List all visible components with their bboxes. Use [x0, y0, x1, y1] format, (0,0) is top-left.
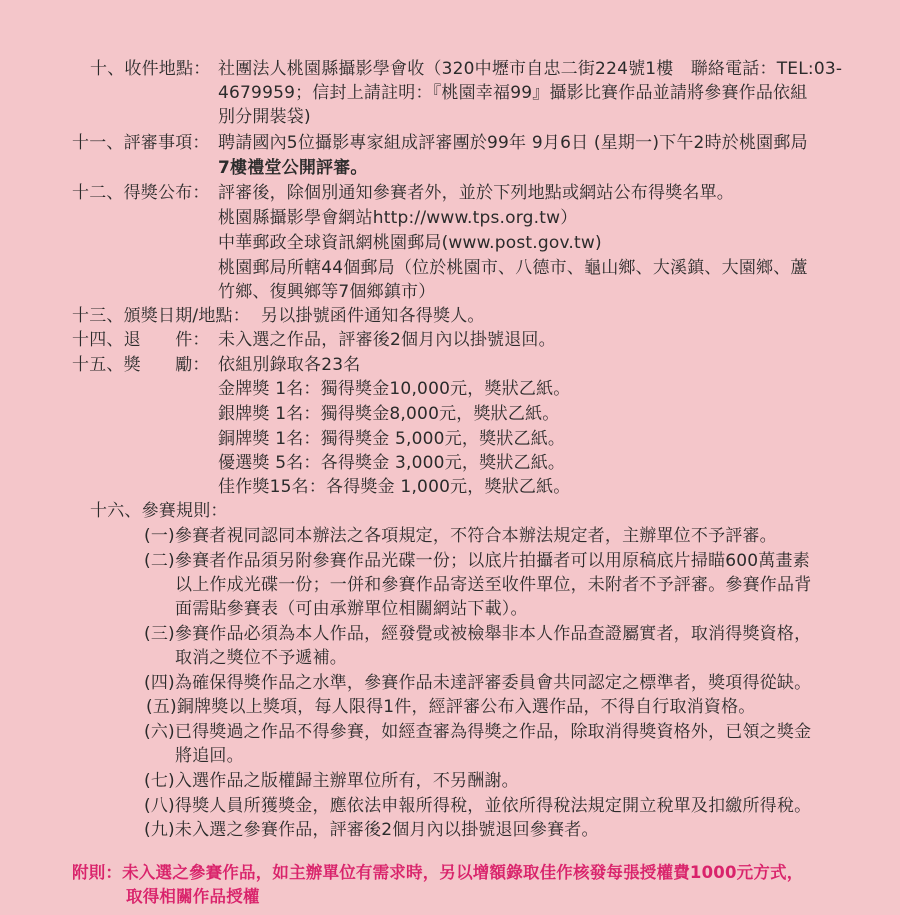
section-12-line-2: 桃園縣攝影學會網站http://www.tps.org.tw）	[218, 208, 578, 228]
section-10-line-3: 別分開裝袋)	[218, 107, 311, 127]
rule-1: (一)參賽者視同認同本辦法之各項規定，不符合本辦法規定者，主辦單位不予評審。	[144, 526, 777, 546]
rule-8: (八)得獎人員所獲獎金，應依法申報所得稅，並依所得稅法規定開立稅單及扣繳所得稅。	[144, 796, 812, 816]
rule-6-line-1: (六)已得獎過之作品不得參賽，如經查審為得獎之作品，除取消得獎資格外，已領之獎金	[144, 722, 812, 742]
award-honorable: 佳作獎15名：各得獎金 1,000元，獎狀乙紙。	[218, 477, 571, 497]
rule-7: (七)入選作品之版權歸主辦單位所有，不另酬謝。	[144, 771, 519, 791]
section-14-label: 十四、退 件：	[72, 330, 210, 350]
rule-2-line-1: (二)參賽者作品須另附參賽作品光碟一份；以底片拍攝者可以用原稿底片掃瞄600萬畫素	[144, 551, 810, 571]
rule-3-line-1: (三)參賽作品必須為本人作品，經發覺或被檢舉非本人作品查證屬實者，取消得獎資格，	[144, 624, 812, 644]
section-10-line-1: 社團法人桃園縣攝影學會收（320中壢市自忠二街224號1樓 聯絡電話：TEL:03-	[218, 59, 843, 79]
award-bronze: 銅牌獎 1名：獨得獎金 5,000元，獎狀乙紙。	[218, 429, 566, 449]
rule-4: (四)為確保得獎作品之水準，參賽作品未達評審委員會共同認定之標準者，獎項得從缺。	[144, 673, 812, 693]
section-15-label: 十五、獎 勵：	[72, 355, 210, 375]
section-12-label: 十二、得獎公布：	[72, 183, 210, 203]
rule-2-line-3: 面需貼參賽表（可由承辦單位相關網站下載）。	[175, 599, 528, 619]
section-12-line-1: 評審後，除個別通知參賽者外，並於下列地點或網站公布得獎名單。	[218, 183, 734, 203]
section-10-line-2: 4679959；信封上請註明：『桃園幸福99』攝影比賽作品並請將參賽作品依組	[218, 83, 808, 103]
section-11-label: 十一、評審事項：	[72, 133, 210, 153]
section-14-text: 未入選之作品，評審後2個月內以掛號退回。	[218, 330, 556, 350]
section-12-line-3: 中華郵政全球資訊網桃園郵局(www.post.gov.tw)	[218, 233, 602, 253]
section-11-line-1: 聘請國內5位攝影專家組成評審團於99年 9月6日 (星期一)下午2時於桃園郵局	[218, 133, 808, 153]
section-16-label: 十六、參賽規則：	[90, 501, 228, 521]
rule-2-line-2: 以上作成光碟一份；一併和參賽作品寄送至收件單位，未附者不予評審。參賽作品背	[175, 575, 812, 595]
appendix-note-line-1: 附則：未入選之參賽作品，如主辦單位有需求時，另以增額錄取佳作核發每張授權費1000元方式，	[72, 863, 804, 882]
award-silver: 銀牌獎 1名：獨得獎金8,000元，獎狀乙紙。	[218, 404, 560, 424]
appendix-note-line-2: 取得相關作品授權	[126, 887, 260, 906]
section-11-line-2: 7樓禮堂公開評審。	[218, 158, 368, 178]
section-12-line-4: 桃園郵局所轄44個郵局（位於桃園市、八德市、龜山鄉、大溪鎮、大園鄉、蘆	[218, 258, 808, 278]
rule-3-line-2: 取消之獎位不予遞補。	[175, 648, 347, 668]
section-12-line-5: 竹鄉、復興鄉等7個鄉鎮市）	[218, 282, 436, 302]
award-merit: 優選獎 5名：各得獎金 3,000元，獎狀乙紙。	[218, 453, 566, 473]
section-15-text: 依組別錄取各23名	[218, 355, 361, 375]
award-gold: 金牌獎 1名：獨得獎金10,000元，獎狀乙紙。	[218, 379, 571, 399]
section-10-label: 十、收件地點：	[90, 59, 211, 79]
section-13-text: 另以掛號函件通知各得獎人。	[261, 306, 485, 326]
rule-6-line-2: 將追回。	[175, 746, 244, 766]
rule-5: (五)銅牌獎以上獎項，每人限得1件，經評審公布入選作品，不得自行取消資格。	[146, 697, 756, 717]
section-13-label: 十三、頒獎日期/地點：	[72, 306, 250, 326]
rule-9: (九)未入選之參賽作品，評審後2個月內以掛號退回參賽者。	[144, 820, 599, 840]
